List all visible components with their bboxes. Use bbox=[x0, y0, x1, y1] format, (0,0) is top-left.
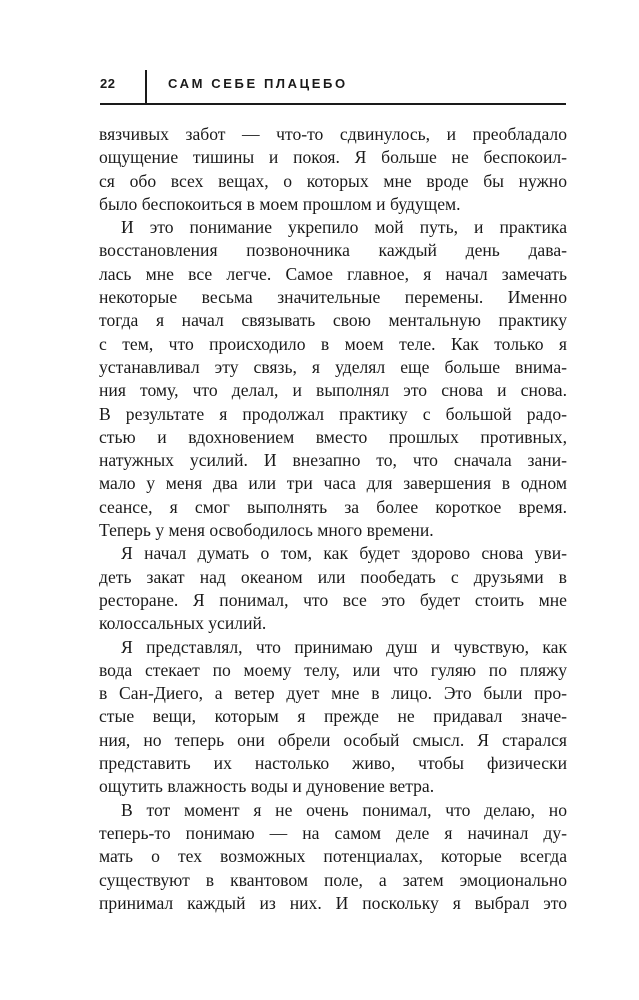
paragraph-start-line: В тот момент я не очень понимал, что делаю, но bbox=[121, 799, 567, 820]
text-line: лась мне все легче. Самое главное, я начал замечать bbox=[99, 263, 567, 284]
text-line: тогда я начал связывать свою ментальную практику bbox=[99, 310, 567, 331]
text-line: сеансе, я смог выполнять за более короткое время. bbox=[99, 496, 567, 517]
running-title: САМ СЕБЕ ПЛАЦЕБО bbox=[168, 76, 348, 91]
running-header bbox=[100, 70, 566, 104]
text-line: Теперь у меня освободилось много времени. bbox=[99, 520, 434, 541]
text-line: мать о тех возможных потенциалах, которые всегда bbox=[99, 846, 567, 867]
text-line: колоссальных усилий. bbox=[99, 613, 267, 634]
text-line: ресторане. Я понимал, что все это будет стоить мне bbox=[99, 589, 567, 610]
text-line: восстановления позвоночника каждый день дава- bbox=[99, 240, 567, 261]
header-vertical-divider bbox=[145, 70, 147, 103]
paragraph-start-line: Я представлял, что принимаю душ и чувствую, как bbox=[121, 636, 567, 657]
text-line: деть закат над океаном или пообедать с друзьями в bbox=[99, 566, 567, 587]
header-rule bbox=[100, 103, 566, 105]
paragraph-start-line: Я начал думать о том, как будет здорово снова уви- bbox=[121, 543, 567, 564]
paragraph-start-line: И это понимание укрепило мой путь, и практика bbox=[121, 217, 567, 238]
text-line: стью и вдохновением вместо прошлых противных, bbox=[99, 426, 567, 447]
page-number: 22 bbox=[100, 76, 116, 91]
text-line: натужных усилий. И внезапно то, что сначала зани- bbox=[99, 450, 567, 471]
text-line: В результате я продолжал практику с большой радо- bbox=[99, 403, 567, 424]
text-line: ощутить влажность воды и дуновение ветра. bbox=[99, 776, 435, 797]
text-line: ощущение тишины и покоя. Я больше не беспокоил- bbox=[99, 147, 567, 168]
text-line: вязчивых забот — что-то сдвинулось, и преобладало bbox=[99, 124, 567, 144]
text-line: мало у меня два или три часа для завершения в одном bbox=[99, 473, 567, 494]
text-line: ся обо всех вещах, о которых мне вроде бы нужно bbox=[99, 170, 567, 191]
text-line: устанавливал эту связь, я уделял еще больше внима- bbox=[99, 356, 567, 377]
text-line: в Сан-Диего, а ветер дует мне в лицо. Это были про- bbox=[99, 683, 567, 704]
text-line: существуют в квантовом поле, а затем эмоционально bbox=[99, 869, 567, 890]
text-line: ния тому, что делал, и выполнял это снова и снова. bbox=[99, 380, 567, 401]
text-line: вода стекает по моему телу, или что гуляю по пляжу bbox=[99, 659, 567, 680]
text-line: принимал каждый из них. И поскольку я выбрал это bbox=[99, 892, 567, 913]
text-line: теперь-то понимаю — на самом деле я начинал ду- bbox=[99, 822, 567, 843]
text-line: ния, но теперь они обрели особый смысл. Я старался bbox=[99, 729, 567, 750]
text-line: представить их настолько живо, чтобы физически bbox=[99, 753, 567, 774]
text-line: с тем, что происходило в моем теле. Как только я bbox=[99, 333, 567, 354]
text-line: было беспокоиться в моем прошлом и будущем. bbox=[99, 193, 461, 214]
text-line: некоторые весьма значительные перемены. Именно bbox=[99, 287, 567, 308]
body-text bbox=[99, 123, 567, 915]
text-line: стые вещи, которым я прежде не придавал значе- bbox=[99, 706, 567, 727]
